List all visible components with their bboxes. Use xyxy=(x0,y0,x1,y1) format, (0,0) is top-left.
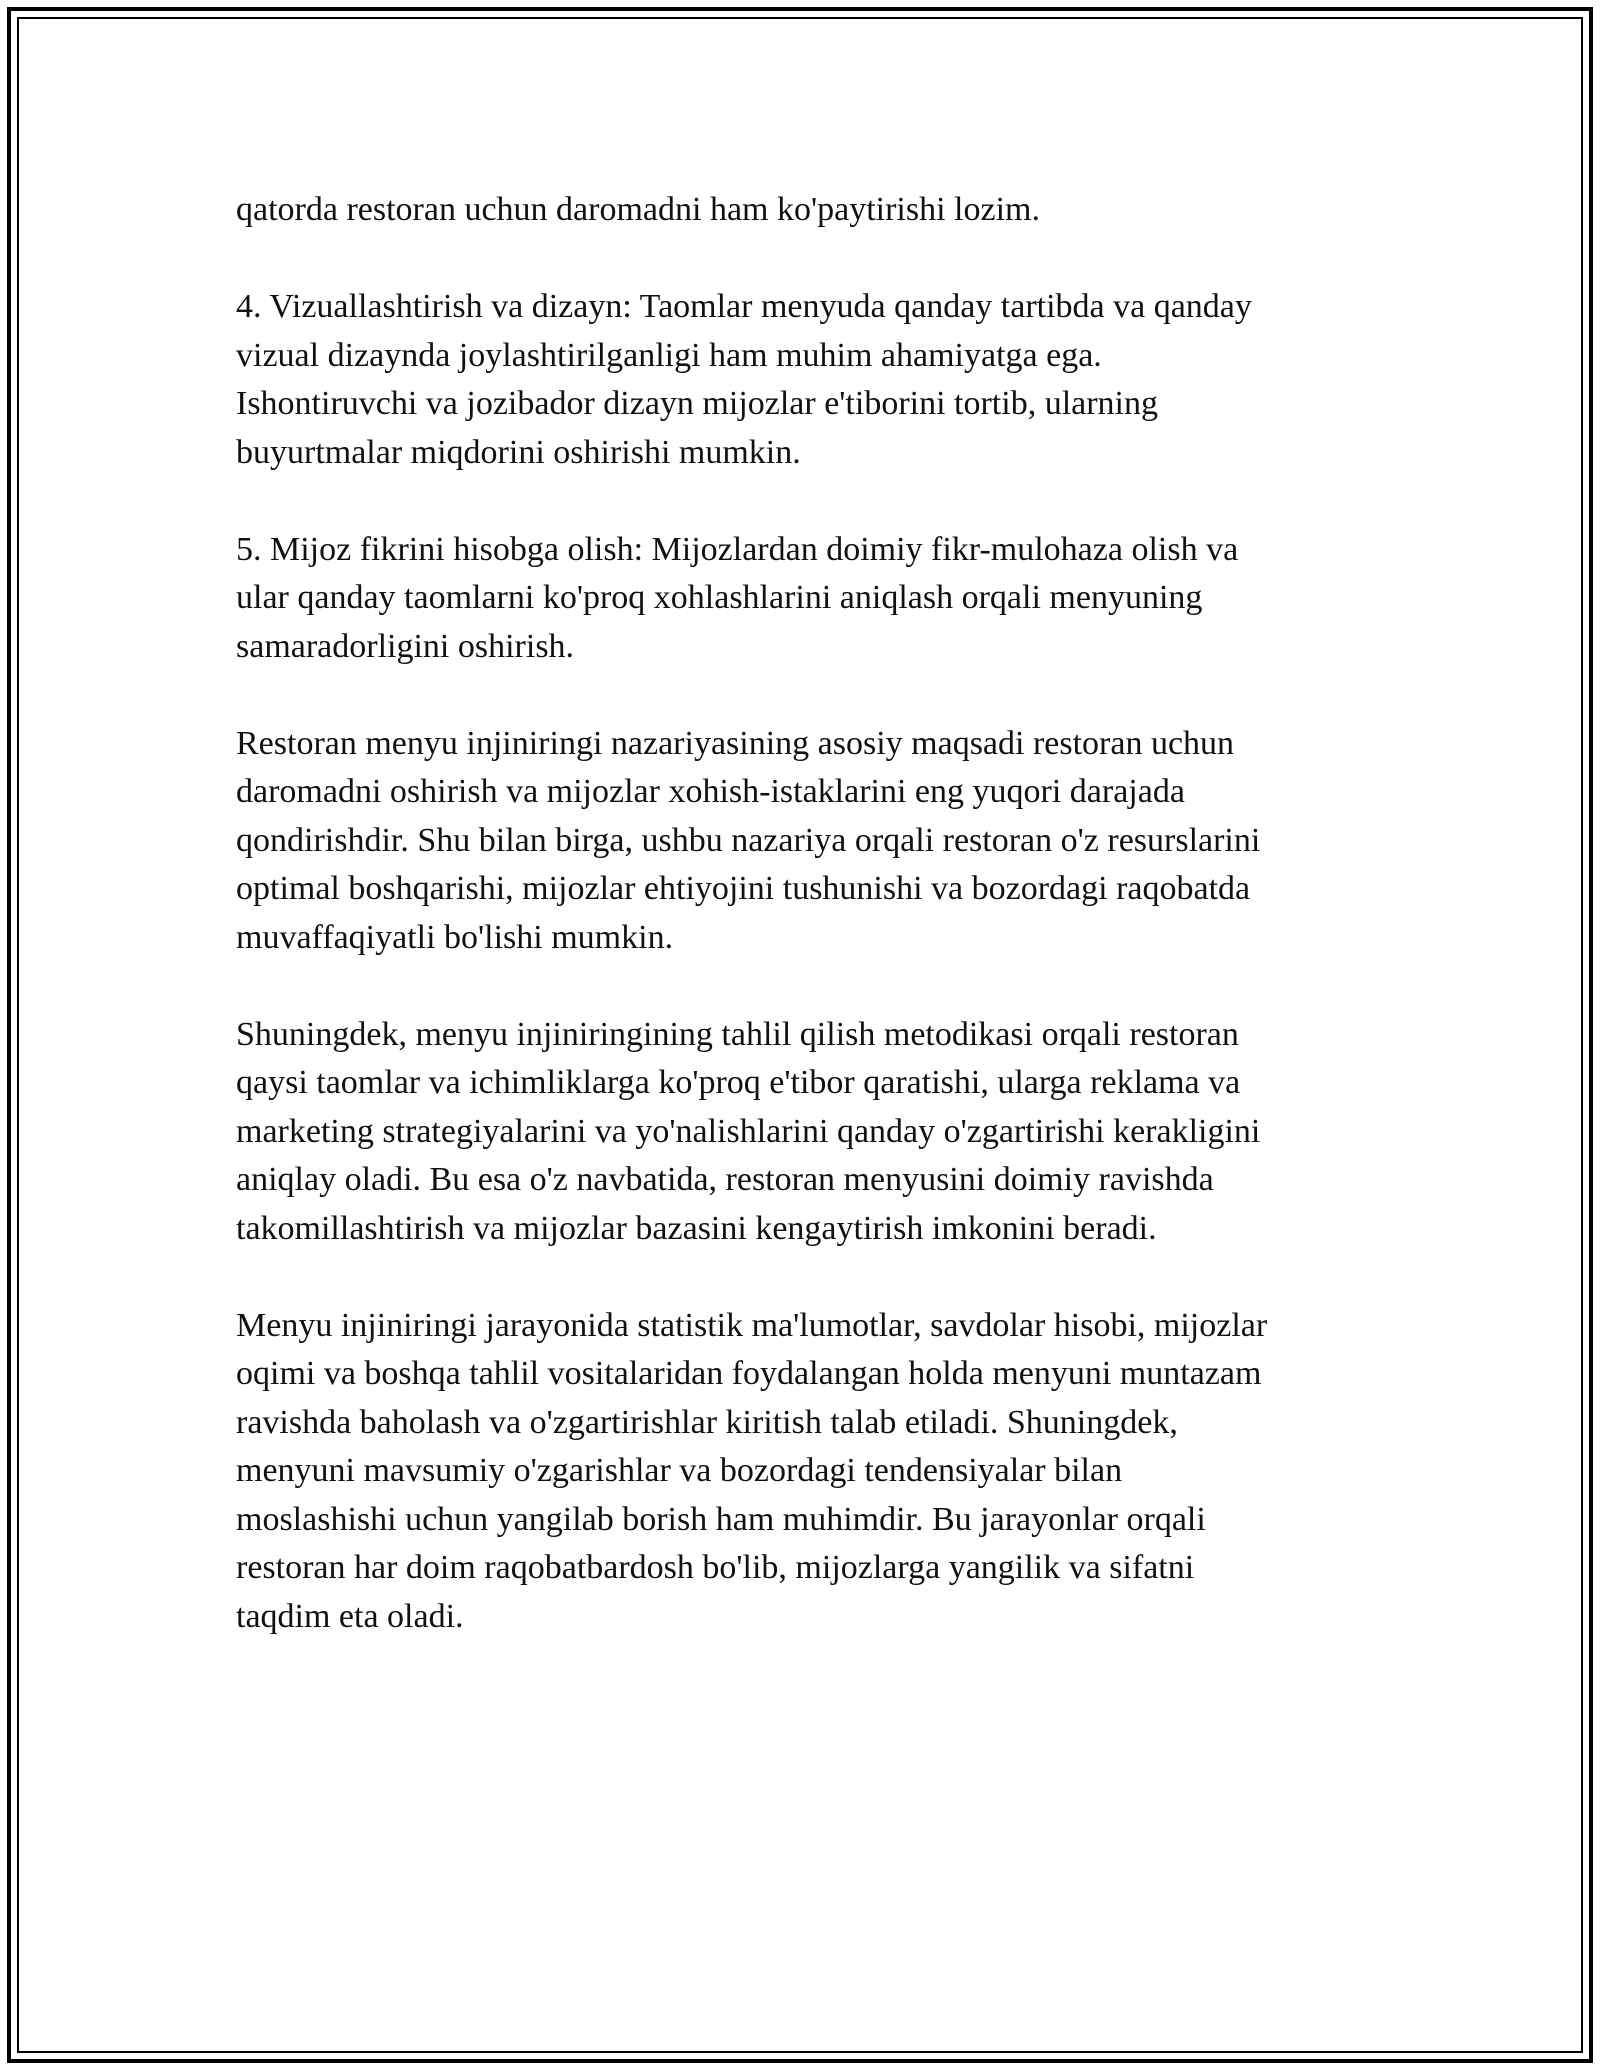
paragraph-continuation: qatorda restoran uchun daromadni ham ko'paytirishi lozim. xyxy=(236,191,1040,228)
paragraph-menu-engineering-process: Menyu injiniringi jarayonida statistik ma'lumotlar, savdolar hisobi, mijozlar oqimi va boshqa tahlil vositalaridan foydalangan holda menyuni muntazam ravishda baholash va o'zgartirishlar kiritish talab etiladi. Shuningdek, menyuni mavsumiy o'zgarishlar va bozordagi tendensiyalar bilan moslashishi uchun yangilab borish ham muhimdir. Bu jarayonlar orqali restoran har doim raqobatbardosh bo'lib, mijozlarga yangilik va sifatni taqdim eta oladi. xyxy=(236,1306,1268,1635)
paragraph-main-goal: Restoran menyu injiniringi nazariyasining asosiy maqsadi restoran uchun daromadni oshirish va mijozlar xohish-istaklarini eng yuqori darajada qondirishdir. Shu bilan birga, ushbu nazariya orqali restoran o'z resurslarini optimal boshqarishi, mijozlar ehtiyojini tushunishi va bozordagi raqobatda muvaffaqiyatli bo'lishi mumkin. xyxy=(236,724,1261,956)
document-body xyxy=(236,186,1386,1690)
paragraph-analysis-method: Shuningdek, menyu injiniringining tahlil qilish metodikasi orqali restoran qaysi taomlar va ichimliklarga ko'proq e'tibor qaratishi, ularga reklama va marketing strategiyalarini va yo'nalishlarini qanday o'zgartirishi kerakligini aniqlay oladi. Bu esa o'z navbatida, restoran menyusini doimiy ravishda takomillashtirish va mijozlar bazasini kengaytirish imkonini beradi. xyxy=(236,1015,1261,1247)
paragraph-customer-feedback: 5. Mijoz fikrini hisobga olish: Mijozlardan doimiy fikr-mulohaza olish va ular qanday taomlarni ko'proq xohlashlarini aniqlash orqali menyuning samaradorligini oshirish. xyxy=(236,530,1239,665)
paragraph-visualization-design: 4. Vizuallashtirish va dizayn: Taomlar menyuda qanday tartibda va qanday vizual dizaynda joylashtirilganligi ham muhim ahamiyatga ega. Ishontiruvchi va jozibador dizayn mijozlar e'tiborini tortib, ularning buyurtmalar miqdorini oshirishi mumkin. xyxy=(236,288,1252,471)
